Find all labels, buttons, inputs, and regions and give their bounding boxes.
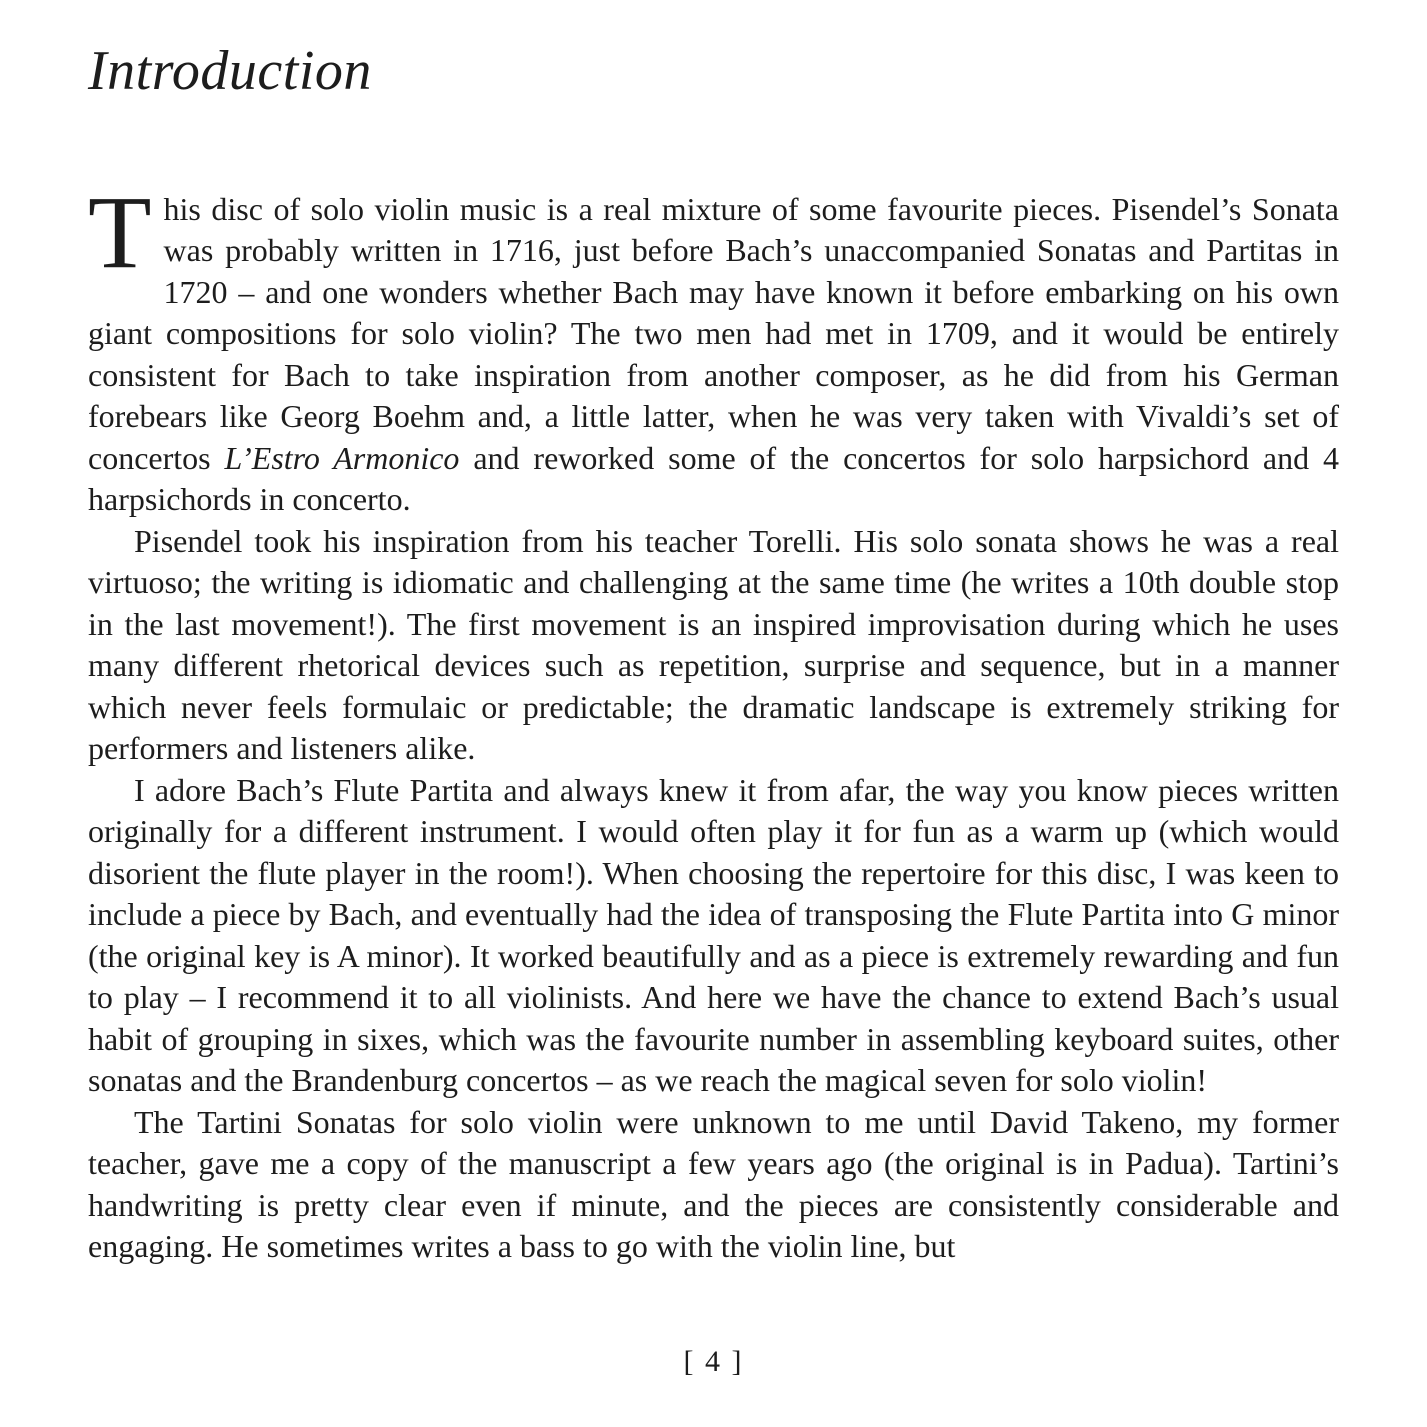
text-segment: Pisendel took his inspiration from his teacher Torelli. His solo sonata shows he was a real virtuoso; the writing is idiomatic and challenging at the same time (he writes a 10th double stop in the last movement!). The first movement is an inspired improvisation during which he uses many different rhetorical devices such as repetition, surprise and sequence, but in a manner which never feels formulaic or predictable; the dramatic landscape is extremely striking for performers and listeners alike. xyxy=(88,522,1339,767)
paragraph xyxy=(88,770,1339,1102)
text-segment: I adore Bach’s Flute Partita and always knew it from afar, the way you know pieces written originally for a different instrument. I would often play it for fun as a warm up (which would disorient the flute player in the room!). When choosing the repertoire for this disc, I was keen to include a piece by Bach, and eventually had the idea of transposing the Flute Partita into G minor (the original key is A minor). It worked beautifully and as a piece is extremely rewarding and fun to play – I recommend it to all violinists. And here we have the chance to extend Bach’s usual habit of grouping in sixes, which was the favourite number in assembling keyboard suites, other sonatas and the Brandenburg concertos – as we reach the magical seven for solo violin! xyxy=(88,771,1339,1099)
text-segment: and reworked some of the concertos for solo harpsichord and 4 harpsichords in concerto. xyxy=(88,439,1340,518)
paragraph xyxy=(88,521,1339,770)
text-segment: his disc of solo violin music is a real mixture of some favourite pieces. Pisendel’s Sonata was probably written in 1716, just before Bach’s unaccompanied Sonatas and Partitas in 1720 – and one wonders whether Bach may have known it before embarking on his own giant compositions for solo violin? The two men had met in 1709, and it would be entirely consistent for Bach to take inspiration from another composer, as he did from his German forebears like Georg Boehm and, a little latter, when he was very taken with Vivaldi’s set of concertos xyxy=(88,190,1339,476)
page-title: Introduction xyxy=(88,40,372,102)
drop-cap: T xyxy=(88,174,152,290)
paragraph xyxy=(88,1102,1339,1268)
text-segment: L’Estro Armonico xyxy=(224,439,460,476)
article-body xyxy=(88,174,1340,1268)
text-segment: The Tartini Sonatas for solo violin were unknown to me until David Takeno, my former teacher, gave me a copy of the manuscript a few years ago (the original is in Padua). Tartini’s handwriting is pretty clear even if minute, and the pieces are consistently considerable and engaging. He sometimes writes a bass to go with the violin line, but xyxy=(88,1103,1339,1265)
paragraph xyxy=(88,174,1340,521)
page-number: [ 4 ] xyxy=(683,1345,744,1378)
